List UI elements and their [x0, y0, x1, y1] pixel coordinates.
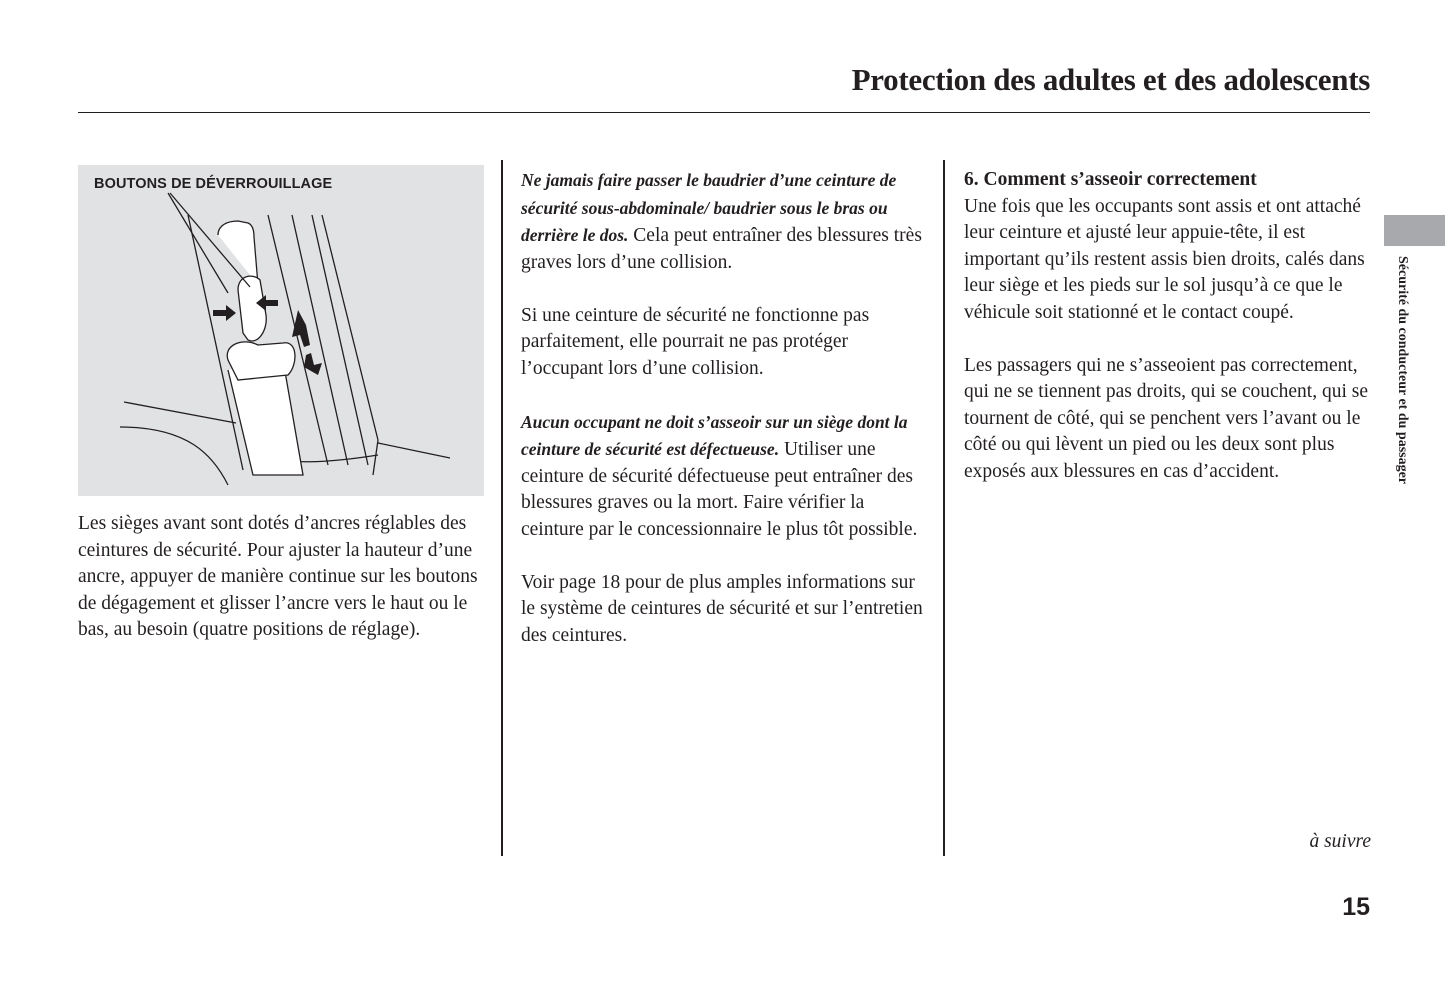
column-divider [501, 160, 503, 856]
warning-block [521, 167, 931, 276]
paragraph: Une fois que les occupants sont assis et ont attaché leur ceinture et ajusté leur appuie-tête, il est important qu’ils restent assis bien droits, calés dans leur siège et les pieds sur le sol jusqu’à ce que le véhicule soit stationné et le contact coupé. [964, 195, 1365, 323]
paragraph: Les passagers qui ne s’asseoient pas correctement, qui ne se tiennent pas droits, qui se couchent, qui se tournent de côté, qui se penchent vers l’avant ou le côté ou qui lèvent un pied ou les deux sont plus exposés aux blessures en cas d’accident. [964, 354, 1368, 482]
column-2 [521, 167, 931, 676]
body-text: Utiliser une ceinture de sécurité défectueuse peut entraîner des blessures graves ou la mort. Faire vérifier la ceinture par le concessionnaire le plus tôt possible. [521, 439, 918, 540]
seat-curve [120, 427, 228, 485]
paragraph: Voir page 18 pour de plus amples informations sur le système de ceintures de sécurité et sur l’entretien des ceintures. [521, 571, 923, 646]
anchor-plate [227, 342, 295, 380]
section-tab-label: Sécurité du conducteur et du passager [1395, 256, 1410, 485]
section-heading: 6. Comment s’asseoir correctement [964, 169, 1257, 190]
leader-line [168, 193, 228, 293]
continued-label: à suivre [1309, 831, 1371, 852]
page-title: Protection des adultes et des adolescents [851, 62, 1370, 97]
sill-line [378, 443, 450, 458]
section [964, 167, 1374, 326]
press-arrow-left [213, 305, 236, 321]
warning-text: Ne jamais faire passer le baudrier d’une ceinture de sécurité sous-abdominale/ baudrier sous le bras ou derrière le dos. [521, 170, 897, 245]
section-tab [1384, 215, 1445, 246]
warning-block [521, 409, 931, 544]
adjust-arrow-down [304, 353, 322, 375]
header-rule [78, 112, 1370, 113]
column-3 [964, 167, 1374, 512]
adjust-arrow-up [292, 310, 310, 347]
seat-line [124, 402, 236, 423]
pillar-line [373, 440, 378, 475]
column-divider [943, 160, 945, 856]
figure-label: BOUTONS DE DÉVERROUILLAGE [94, 176, 333, 192]
paragraph: Si une ceinture de sécurité ne fonctionne pas parfaitement, elle pourrait ne pas protéger l’occupant lors d’une collision. [521, 304, 870, 379]
warning-text: Aucun occupant ne doit s’asseoir sur un siège dont la ceinture de sécurité est défectueuse. [521, 411, 908, 459]
seat-belt-anchor-illustration [78, 165, 484, 496]
column-1-text [78, 511, 488, 644]
seat-belt-anchor-figure [78, 165, 484, 496]
body-text: Cela peut entraîner des blessures très graves lors d’une collision. [521, 225, 922, 273]
page-number: 15 [1342, 893, 1370, 921]
paragraph: Les sièges avant sont dotés d’ancres réglables des ceintures de sécurité. Pour ajuster la hauteur d’une ancre, appuyer de manière continue sur les boutons de dégagement et glisser l’ancre vers le haut ou le bas, au besoin (quatre positions de réglage). [78, 513, 478, 640]
pillar-line [322, 215, 378, 440]
anchor-body [238, 276, 266, 341]
